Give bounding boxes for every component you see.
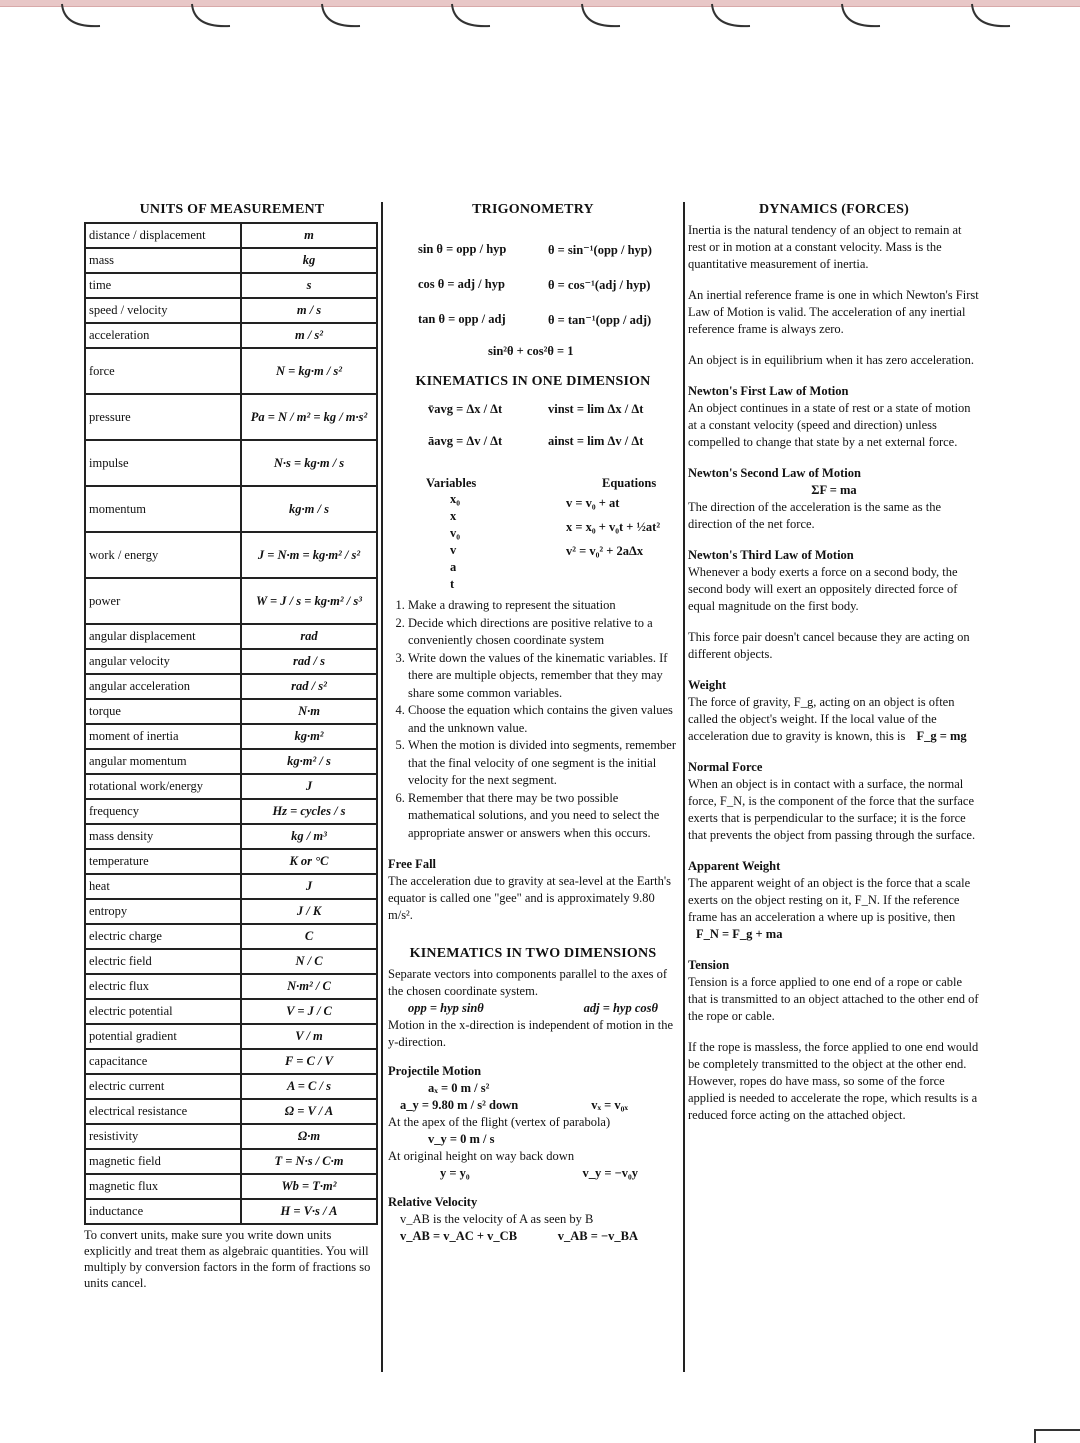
freefall-title: Free Fall (388, 857, 437, 871)
units-note: To convert units, make sure you write down units explicitly and treat them as algebraic quantities. You will multiply by conversion factors in the form of fractions so units cancel. (84, 1228, 371, 1290)
unit-value: Hz = cycles / s (241, 799, 377, 824)
apparent-equation: F_N = F_g + ma (696, 927, 783, 941)
problem-steps (388, 597, 678, 842)
units-row (85, 899, 377, 924)
unit-quantity: rotational work/energy (85, 774, 241, 799)
unit-value: m / s (241, 298, 377, 323)
unit-value: kg·m / s (241, 486, 377, 532)
unit-quantity: angular displacement (85, 624, 241, 649)
unit-quantity: temperature (85, 849, 241, 874)
unit-value: Ω·m (241, 1124, 377, 1149)
vy-formula: v_y = 0 m / s (428, 1132, 495, 1146)
unit-quantity: force (85, 348, 241, 394)
massless-text: If the rope is massless, the force applied to one end would be completely transmitted to the object at the other end. However, ropes do have mass, so some of the force applied is needed to accelerate the rope, which results is a reduced force acting on the attached object. (688, 1040, 979, 1122)
units-row (85, 1174, 377, 1199)
weight-title: Weight (688, 678, 727, 692)
asin-formula: θ = sin⁻¹(opp / hyp) (548, 243, 652, 257)
units-row (85, 578, 377, 624)
unit-quantity: torque (85, 699, 241, 724)
unit-value: rad / s (241, 649, 377, 674)
unit-value: kg·m² / s (241, 749, 377, 774)
unit-value: N·m² / C (241, 974, 377, 999)
law2-equation: ΣF = ma (811, 483, 857, 497)
unit-value: kg (241, 248, 377, 273)
unit-value: N·s = kg·m / s (241, 440, 377, 486)
units-row (85, 1049, 377, 1074)
unit-quantity: inductance (85, 1199, 241, 1224)
unit-quantity: momentum (85, 486, 241, 532)
apex-text: At the apex of the flight (vertex of parabola) (388, 1115, 611, 1129)
unit-value: W = J / s = kg·m² / s³ (241, 578, 377, 624)
unit-quantity: resistivity (85, 1124, 241, 1149)
unit-quantity: mass density (85, 824, 241, 849)
unit-value: Pa = N / m² = kg / m·s² (241, 394, 377, 440)
equilibrium-text: An object is in equilibrium when it has zero acceleration. (688, 353, 975, 367)
kin1-title: KINEMATICS IN ONE DIMENSION (415, 374, 651, 389)
vx-formula: vₓ = v₀ₓ (591, 1098, 628, 1112)
unit-value: rad / s² (241, 674, 377, 699)
kin1-definitions (388, 394, 678, 462)
atan-formula: θ = tan⁻¹(opp / adj) (548, 313, 652, 327)
unit-quantity: entropy (85, 899, 241, 924)
units-row (85, 1024, 377, 1049)
unit-quantity: angular velocity (85, 649, 241, 674)
units-row (85, 999, 377, 1024)
vyy-formula: v_y = −v₀y (582, 1166, 638, 1180)
units-row (85, 532, 377, 578)
relative-eq1: v_AB = v_AC + v_CB (400, 1229, 518, 1243)
unit-quantity: electric flux (85, 974, 241, 999)
unit-quantity: magnetic flux (85, 1174, 241, 1199)
unit-quantity: speed / velocity (85, 298, 241, 323)
step-item: 2. Decide which directions are positive relative to a conveniently chosen coordinate system (408, 615, 678, 650)
units-row (85, 1074, 377, 1099)
variable-item: v₀ (450, 526, 460, 540)
equation-item: x = x₀ + v₀t + ½at² (566, 520, 661, 534)
law3-title: Newton's Third Law of Motion (688, 548, 854, 562)
law2-title: Newton's Second Law of Motion (688, 466, 861, 480)
frame-text: An inertial reference frame is one in which Newton's First Law of Motion is valid. The acceleration of any inertial reference frame is always zero. (688, 288, 979, 336)
normal-text: When an object is in contact with a surface, the normal force, F_N, is the component of the force that the surface exerts that is perpendicular to the surface; it is the force that prevents the object from passing through the surface. (688, 777, 976, 842)
units-row (85, 348, 377, 394)
trig-title: TRIGONOMETRY (472, 202, 594, 217)
units-row (85, 949, 377, 974)
back-text: At original height on way back down (388, 1149, 575, 1163)
variable-item: t (450, 577, 455, 591)
ainst-formula: ainst = lim Δv / Δt (548, 434, 644, 448)
vinst-formula: vinst = lim Δx / Δt (548, 402, 644, 416)
binder-rings (0, 0, 1080, 40)
kin2-motion: Motion in the x-direction is independent of motion in the y-direction. (388, 1018, 674, 1049)
unit-value: J = N·m = kg·m² / s² (241, 532, 377, 578)
relative-text: v_AB is the velocity of A as seen by B (400, 1212, 594, 1226)
units-row (85, 649, 377, 674)
units-row (85, 1199, 377, 1224)
unit-value: N·m (241, 699, 377, 724)
ax-formula: aₓ = 0 m / s² (428, 1081, 490, 1095)
variables-list (426, 491, 536, 593)
units-title: UNITS OF MEASUREMENT (139, 202, 325, 217)
weight-equation: F_g = mg (916, 729, 967, 743)
units-row (85, 486, 377, 532)
unit-quantity: electric potential (85, 999, 241, 1024)
unit-value: N = kg·m / s² (241, 348, 377, 394)
unit-value: T = N·s / C·m (241, 1149, 377, 1174)
unit-quantity: electric charge (85, 924, 241, 949)
units-row (85, 749, 377, 774)
y-formula: y = y₀ (440, 1166, 470, 1180)
unit-quantity: mass (85, 248, 241, 273)
units-row (85, 874, 377, 899)
step-item: 1. Make a drawing to represent the situation (408, 597, 678, 615)
unit-value: Wb = T·m² (241, 1174, 377, 1199)
step-item: 3. Write down the values of the kinematic variables. If there are multiple objects, remember that they may share some common variables. (408, 650, 678, 703)
relative-eq2: v_AB = −v_BA (557, 1229, 638, 1243)
unit-value: N / C (241, 949, 377, 974)
unit-quantity: electric field (85, 949, 241, 974)
unit-value: m (241, 223, 377, 248)
unit-quantity: capacitance (85, 1049, 241, 1074)
unit-value: F = C / V (241, 1049, 377, 1074)
unit-quantity: acceleration (85, 323, 241, 348)
kin2-intro: Separate vectors into components parallel to the axes of the chosen coordinate system. (388, 967, 668, 998)
column-divider (683, 202, 685, 1372)
inertia-text: Inertia is the natural tendency of an object to remain at rest or in motion at a constant velocity. Mass is the quantitative measurement of inertia. (688, 223, 962, 271)
units-row (85, 774, 377, 799)
unit-value: H = V·s / A (241, 1199, 377, 1224)
unit-value: C (241, 924, 377, 949)
units-row (85, 799, 377, 824)
units-row (85, 273, 377, 298)
unit-quantity: potential gradient (85, 1024, 241, 1049)
unit-value: J (241, 774, 377, 799)
cos-formula: cos θ = adj / hyp (418, 277, 505, 291)
law1-title: Newton's First Law of Motion (688, 384, 849, 398)
units-row (85, 824, 377, 849)
variable-item: x (450, 509, 457, 523)
normal-title: Normal Force (688, 760, 763, 774)
unit-quantity: work / energy (85, 532, 241, 578)
kinematics-column (388, 200, 678, 1245)
column-divider (381, 202, 383, 1372)
vavg-formula: v̄avg = Δx / Δt (428, 402, 503, 416)
units-row (85, 674, 377, 699)
unit-quantity: angular acceleration (85, 674, 241, 699)
force-pair-text: This force pair doesn't cancel because they are acting on different objects. (688, 630, 970, 661)
units-row (85, 724, 377, 749)
unit-quantity: angular momentum (85, 749, 241, 774)
equations-label: Equations (602, 476, 657, 490)
units-row (85, 323, 377, 348)
unit-value: J / K (241, 899, 377, 924)
unit-value: kg / m³ (241, 824, 377, 849)
units-row (85, 974, 377, 999)
ay-formula: a_y = 9.80 m / s² down (400, 1098, 519, 1112)
dynamics-column (688, 200, 980, 1138)
variables-label: Variables (426, 476, 477, 490)
relative-title: Relative Velocity (388, 1195, 478, 1209)
unit-quantity: pressure (85, 394, 241, 440)
trig-formulas (388, 222, 678, 372)
unit-quantity: electrical resistance (85, 1099, 241, 1124)
tension-text: Tension is a force applied to one end of a rope or cable that is transmitted to an object attached to the other end of the rope or cable. (688, 975, 979, 1023)
step-item: 5. When the motion is divided into segments, remember that the final velocity of one segment is the initial velocity for the next segment. (408, 737, 678, 790)
units-row (85, 849, 377, 874)
tension-title: Tension (688, 958, 730, 972)
unit-quantity: distance / displacement (85, 223, 241, 248)
opp-formula: opp = hyp sinθ (408, 1001, 484, 1015)
tan-formula: tan θ = opp / adj (418, 312, 506, 326)
aavg-formula: āavg = Δv / Δt (428, 434, 503, 448)
dyn-title: DYNAMICS (FORCES) (758, 202, 909, 217)
adj-formula: adj = hyp cosθ (583, 1001, 658, 1015)
step-item: 6. Remember that there may be two possible mathematical solutions, and you need to select the appropriate answer or answers when this occurs. (408, 790, 678, 843)
variable-item: v (450, 543, 457, 557)
unit-quantity: electric current (85, 1074, 241, 1099)
freefall-text: The acceleration due to gravity at sea-level at the Earth's equator is called one "gee" and is approximately 9.80 m/s². (388, 874, 672, 922)
unit-quantity: heat (85, 874, 241, 899)
equations-list (566, 491, 678, 563)
unit-value: J (241, 874, 377, 899)
law1-text: An object continues in a state of rest or a state of motion at a constant velocity (speed and direction) unless compelled to change that state by a net external force. (688, 401, 971, 449)
variable-item: x₀ (450, 492, 460, 506)
units-row (85, 924, 377, 949)
unit-value: m / s² (241, 323, 377, 348)
equation-item: v² = v₀² + 2aΔx (566, 544, 644, 558)
kin2-title: KINEMATICS IN TWO DIMENSIONS (409, 946, 657, 961)
unit-quantity: moment of inertia (85, 724, 241, 749)
unit-quantity: impulse (85, 440, 241, 486)
unit-value: K or °C (241, 849, 377, 874)
unit-value: kg·m² (241, 724, 377, 749)
unit-value: s (241, 273, 377, 298)
weight-text: The force of gravity, F_g, acting on an object is often called the object's weight. If the local value of the acceleration due to gravity is known, this is (688, 695, 955, 743)
units-table (84, 222, 378, 1225)
units-row (85, 223, 377, 248)
unit-quantity: time (85, 273, 241, 298)
units-row (85, 440, 377, 486)
units-row (85, 394, 377, 440)
unit-quantity: power (85, 578, 241, 624)
units-row (85, 1099, 377, 1124)
trig-identity: sin²θ + cos²θ = 1 (488, 344, 574, 358)
apparent-text: The apparent weight of an object is the force that a scale exerts on the object resting on it, F_N. If the reference frame has an acceleration a where up is positive, then (688, 876, 971, 924)
acos-formula: θ = cos⁻¹(adj / hyp) (548, 278, 651, 292)
unit-quantity: frequency (85, 799, 241, 824)
law2-text: The direction of the acceleration is the same as the direction of the net force. (688, 500, 942, 531)
unit-value: V / m (241, 1024, 377, 1049)
units-row (85, 298, 377, 323)
unit-value: Ω = V / A (241, 1099, 377, 1124)
units-row (85, 1124, 377, 1149)
apparent-title: Apparent Weight (688, 859, 781, 873)
unit-value: A = C / s (241, 1074, 377, 1099)
step-item: 4. Choose the equation which contains the given values and the unknown value. (408, 702, 678, 737)
unit-value: V = J / C (241, 999, 377, 1024)
units-column (84, 200, 380, 1291)
units-row (85, 248, 377, 273)
projectile-title: Projectile Motion (388, 1064, 482, 1078)
unit-value: rad (241, 624, 377, 649)
units-row (85, 699, 377, 724)
variable-item: a (450, 560, 457, 574)
units-row (85, 624, 377, 649)
page-corner (1034, 1429, 1080, 1443)
units-row (85, 1149, 377, 1174)
law3-text: Whenever a body exerts a force on a second body, the second body will exert an oppositely directed force of equal magnitude on the first body. (688, 565, 958, 613)
sin-formula: sin θ = opp / hyp (418, 242, 507, 256)
unit-quantity: magnetic field (85, 1149, 241, 1174)
equation-item: v = v₀ + at (566, 496, 620, 510)
